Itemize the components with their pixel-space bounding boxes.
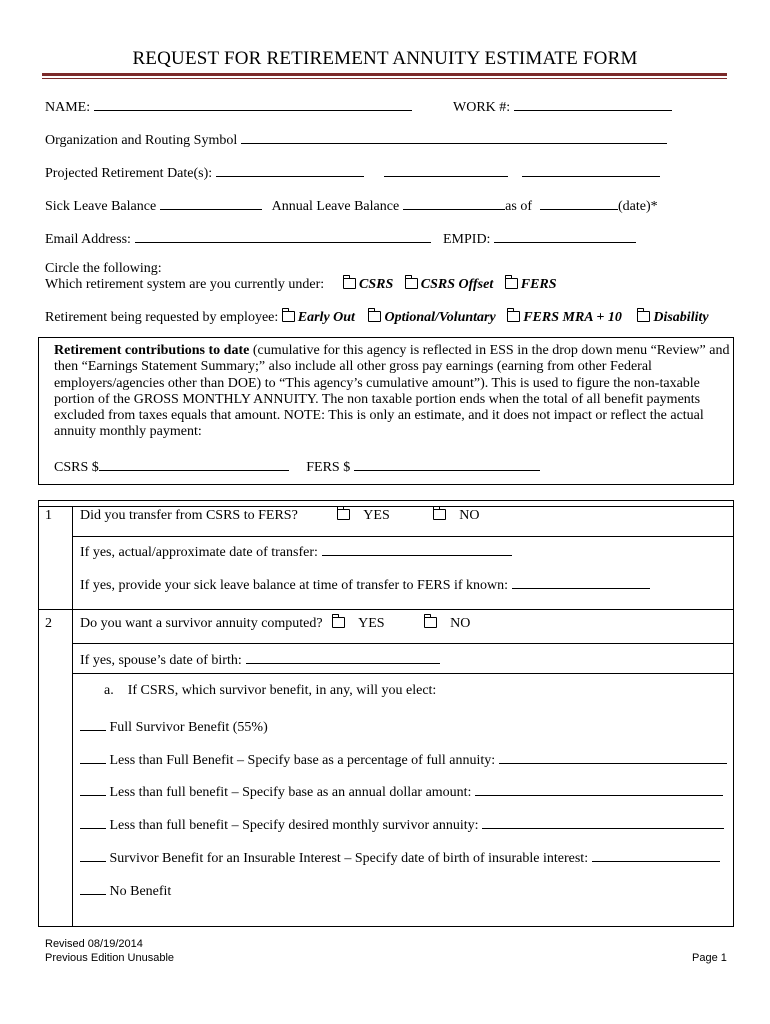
q2-row <box>80 616 470 632</box>
empid-field[interactable] <box>494 228 636 243</box>
title-rule <box>42 73 727 76</box>
q1-transfer-row <box>80 541 512 561</box>
footer-revised: Revised 08/19/2014 <box>45 938 143 950</box>
work-label: WORK #: <box>453 100 511 115</box>
date-note: (date)* <box>618 199 658 214</box>
survivor-option-field[interactable] <box>475 781 723 796</box>
survivor-option-insurable <box>80 847 720 867</box>
checkbox-icon <box>433 509 446 520</box>
survivor-option-percentage <box>80 749 727 769</box>
q1-transfer-field[interactable] <box>322 541 512 556</box>
survivor-option-blank[interactable] <box>80 781 106 796</box>
projected-date-3[interactable] <box>522 162 660 177</box>
work-row <box>453 96 672 116</box>
projected-label: Projected Retirement Date(s): <box>45 166 213 181</box>
contributions-heading: Retirement contributions to date <box>54 343 250 358</box>
sick-label: Sick Leave Balance <box>45 199 157 214</box>
fers-amount-label: FERS $ <box>306 460 351 475</box>
csrs-amount-field[interactable] <box>99 456 289 471</box>
option-optional-voluntary[interactable]: Optional/Voluntary <box>368 310 495 325</box>
option-fers[interactable]: FERS <box>505 277 557 292</box>
survivor-option-field[interactable] <box>592 847 720 862</box>
survivor-option-full <box>80 716 268 736</box>
option-disability[interactable]: Disability <box>637 310 708 325</box>
q2-no-option[interactable]: NO <box>424 616 470 631</box>
q1-yes-option[interactable]: YES <box>337 508 389 523</box>
survivor-option-label: Less than full benefit – Specify desired monthly survivor annuity: <box>109 818 479 833</box>
projected-row <box>45 162 660 182</box>
q1-rule <box>72 536 733 537</box>
q1-sick-row <box>80 574 650 594</box>
requested-label: Retirement being requested by employee: <box>45 310 279 325</box>
as-of-label: as of <box>505 199 532 214</box>
org-label: Organization and Routing Symbol <box>45 133 238 148</box>
org-row <box>45 129 667 149</box>
annual-label: Annual Leave Balance <box>271 199 400 214</box>
checkbox-icon <box>424 617 437 628</box>
contrib-amounts <box>54 456 540 476</box>
sick-field[interactable] <box>160 195 262 210</box>
checkbox-icon <box>343 278 356 289</box>
name-row <box>45 96 412 116</box>
fers-amount-field[interactable] <box>354 456 540 471</box>
survivor-option-none <box>80 880 171 900</box>
title-rule-thin <box>42 78 727 79</box>
q2-rule-2 <box>72 673 733 674</box>
email-row <box>45 228 431 248</box>
email-label: Email Address: <box>45 232 131 247</box>
org-field[interactable] <box>241 129 667 144</box>
table-top-rule <box>38 506 733 507</box>
survivor-option-blank[interactable] <box>80 880 106 895</box>
name-label: NAME: <box>45 100 91 115</box>
q2-sub-a <box>104 683 436 699</box>
q2-spouse-field[interactable] <box>246 649 440 664</box>
system-question: Which retirement system are you currently under: <box>45 277 325 292</box>
q1-row <box>80 508 479 524</box>
projected-date-2[interactable] <box>384 162 508 177</box>
empid-row <box>443 228 636 248</box>
empid-label: EMPID: <box>443 232 491 247</box>
q1-sick-label: If yes, provide your sick leave balance at time of transfer to FERS if known: <box>80 578 509 593</box>
option-csrs[interactable]: CSRS <box>343 277 393 292</box>
annual-field[interactable] <box>403 195 505 210</box>
q2-divider <box>38 609 733 610</box>
footer-edition: Previous Edition Unusable <box>45 952 175 964</box>
checkbox-icon <box>332 617 345 628</box>
leave-row <box>45 195 658 215</box>
checkbox-icon <box>505 278 518 289</box>
circle-instruction: Circle the following: <box>45 261 162 276</box>
q2-sub-a-letter: a. <box>104 683 114 698</box>
q1-number: 1 <box>45 508 52 523</box>
requested-row <box>45 310 709 326</box>
checkbox-icon <box>507 311 520 322</box>
q2-spouse-label: If yes, spouse’s date of birth: <box>80 653 242 668</box>
checkbox-icon <box>368 311 381 322</box>
csrs-amount-label: CSRS $ <box>54 460 99 475</box>
q2-question: Do you want a survivor annuity computed? <box>80 616 323 631</box>
checkbox-icon <box>337 509 350 520</box>
q2-yes-option[interactable]: YES <box>332 616 384 631</box>
email-field[interactable] <box>135 228 431 243</box>
footer-page-number: Page 1 <box>692 952 727 964</box>
survivor-option-label: Full Survivor Benefit (55%) <box>109 720 268 735</box>
option-early-out[interactable]: Early Out <box>282 310 355 325</box>
survivor-option-blank[interactable] <box>80 716 106 731</box>
option-csrs-offset[interactable]: CSRS Offset <box>405 277 493 292</box>
survivor-option-monthly <box>80 814 724 834</box>
projected-date-1[interactable] <box>216 162 364 177</box>
contributions-body: (cumulative for this agency is reflected in ESS in the drop down menu “Review” and then “Earnings Statement Summary;” also include all other gross pay earnings (earning from other Federal employers/agencies other than DOE) to “This agency’s cumulative amount”). This is used to figure the non-taxable portion of the GROSS MONTHLY ANNUITY. The non taxable portion ends when the total of all benefit payments excluded from taxes equals that amount. NOTE: This is only an estimate, and it does not impact or reflect the actual annuity monthly payment: <box>54 343 730 440</box>
work-field[interactable] <box>514 96 672 111</box>
survivor-option-label: Less than full benefit – Specify base as an annual dollar amount: <box>109 785 472 800</box>
q2-number: 2 <box>45 616 52 631</box>
q2-rule-1 <box>72 643 733 644</box>
survivor-option-label: No Benefit <box>109 884 172 899</box>
checkbox-icon <box>637 311 650 322</box>
q1-question: Did you transfer from CSRS to FERS? <box>80 508 298 523</box>
contributions-text <box>54 343 730 441</box>
q1-sick-field[interactable] <box>512 574 650 589</box>
checkbox-icon <box>405 278 418 289</box>
number-column-divider <box>72 506 73 926</box>
survivor-option-blank[interactable] <box>80 847 106 862</box>
survivor-option-label: Less than Full Benefit – Specify base as a percentage of full annuity: <box>109 753 496 768</box>
survivor-option-dollar <box>80 781 723 801</box>
survivor-option-label: Survivor Benefit for an Insurable Interest – Specify date of birth of insurable interest: <box>109 851 589 866</box>
survivor-option-field[interactable] <box>499 749 727 764</box>
as-of-date-field[interactable] <box>540 195 618 210</box>
page-title: REQUEST FOR RETIREMENT ANNUITY ESTIMATE FORM <box>132 48 638 69</box>
checkbox-icon <box>282 311 295 322</box>
name-field[interactable] <box>94 96 412 111</box>
survivor-option-blank[interactable] <box>80 749 106 764</box>
survivor-option-field[interactable] <box>482 814 724 829</box>
option-fers-mra[interactable]: FERS MRA + 10 <box>507 310 622 325</box>
q2-sub-a-text: If CSRS, which survivor benefit, in any, will you elect: <box>127 683 437 698</box>
survivor-option-blank[interactable] <box>80 814 106 829</box>
q1-no-option[interactable]: NO <box>433 508 479 523</box>
q2-spouse-row <box>80 649 440 669</box>
q1-transfer-label: If yes, actual/approximate date of transfer: <box>80 545 318 560</box>
system-options <box>343 277 557 293</box>
